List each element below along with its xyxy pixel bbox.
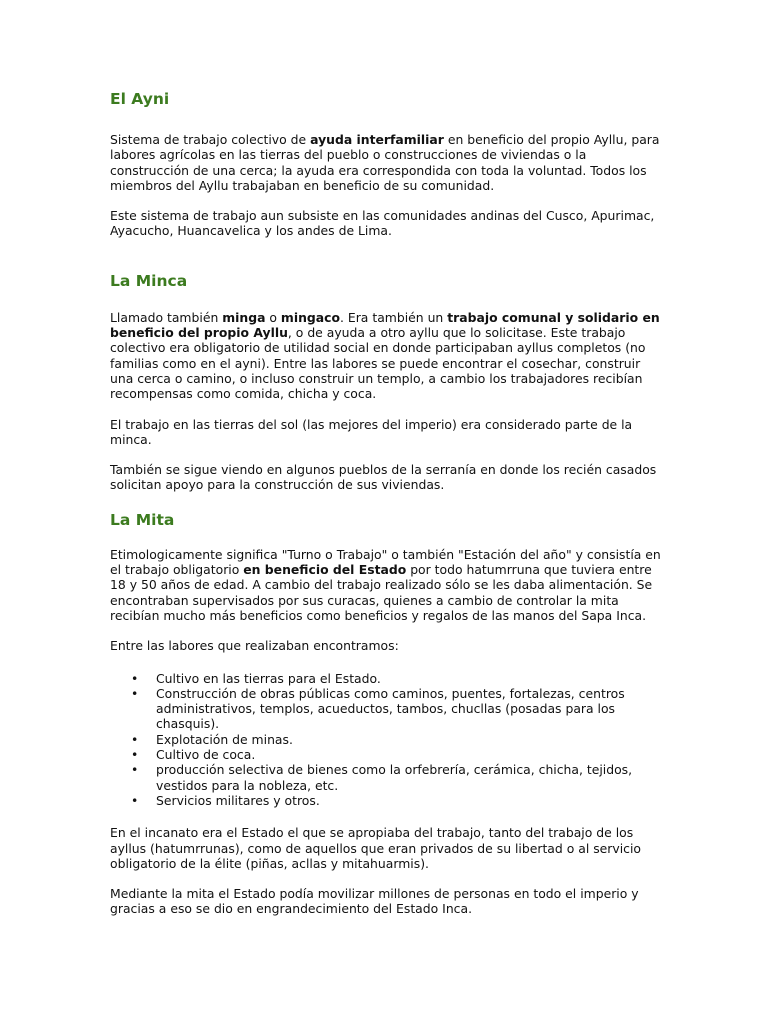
heading-el-ayni: El Ayni (110, 90, 170, 108)
heading-la-mita: La Mita (110, 510, 175, 529)
minca-paragraph-3: También se sigue viendo en algunos pueblos de la serranía en donde los recién casados solicitan apoyo para la construcción de sus viviendas. (110, 462, 657, 493)
text-span: Llamado también (110, 309, 223, 325)
text-span: o (265, 309, 281, 325)
bold-text: minga (222, 309, 266, 325)
list-item: • Cultivo en las tierras para el Estado. (156, 671, 662, 686)
text-span: Sistema de trabajo colectivo de (110, 132, 311, 147)
text-span: Etimologicamente significa "Turno o Trabajo" o también "Estación del año" y consistía en el trabajo obligatorio (110, 546, 661, 578)
text-span: en beneficio del propio Ayllu, para labores agrícolas en las tierras del pueblo o construcciones de viviendas o la construcción de una cerca; la ayuda era correspondida con toda la voluntad. Todos los miembros del Ayllu trabajaban en beneficio de su comunidad. (110, 132, 660, 193)
text-span: por todo hatumrruna que tuviera entre 18 y 50 años de edad. A cambio del trabajo realizado sólo se les daba alimentación. Se encontraban supervisados por sus curacas, quienes a cambio de controlar la mita recibían mucho más beneficios como beneficios y regalos de las manos del Sapa Inca. (110, 562, 653, 623)
bold-text: mingaco (280, 309, 340, 325)
document-content (110, 89, 662, 917)
list-item: • Cultivo de coca. (156, 747, 662, 762)
list-item: • producción selectiva de bienes como la orfebrería, cerámica, chicha, tejidos, vestidos para la nobleza, etc. (156, 762, 662, 793)
list-item: • Servicios militares y otros. (156, 793, 662, 808)
list-item: • Construcción de obras públicas como caminos, puentes, fortalezas, centros administrativos, templos, acueductos, tambos, chucllas (posadas para los chasquis). (156, 686, 662, 732)
ayni-paragraph-1 (110, 132, 662, 193)
heading-la-minca: La Minca (110, 271, 188, 290)
bold-text: en beneficio del Estado (243, 562, 407, 578)
text-span: , o de ayuda a otro ayllu que lo solicitase. Este trabajo colectivo era obligatorio de utilidad social en donde participaban ayllus completos (no familias como en el ayni). Entre las labores se puede encontrar el cosechar, construir una cerca o camino, o incluso construir un templo, a cambio los trabajadores recibían recompensas como comida, chicha y coca. (110, 325, 646, 402)
mita-paragraph-3: En el incanato era el Estado el que se apropiaba del trabajo, tanto del trabajo de los ayllus (hatumrrunas), como de aquellos que eran privados de su libertad o al servicio obligatorio de la élite (piñas, acllas y mitahuarmis). (110, 825, 641, 871)
minca-paragraph-1 (110, 310, 662, 402)
bold-text: ayuda interfamiliar (310, 132, 444, 147)
bold-text: trabajo comunal y solidario en beneficio del propio Ayllu (110, 309, 660, 341)
list-item: • Explotación de minas. (156, 732, 662, 747)
mita-paragraph-4: Mediante la mita el Estado podía movilizar millones de personas en todo el imperio y gracias a eso se dio en engrandecimiento del Estado Inca. (110, 886, 639, 917)
minca-paragraph-2: El trabajo en las tierras del sol (las mejores del imperio) era considerado parte de la minca. (110, 416, 633, 447)
mita-paragraph-1 (110, 547, 662, 623)
labores-list (110, 671, 662, 809)
ayni-paragraph-2: Este sistema de trabajo aun subsiste en las comunidades andinas del Cusco, Apurimac, Ayacucho, Huancavelica y los andes de Lima. (110, 208, 655, 239)
mita-paragraph-2: Entre las labores que realizaban encontramos: (110, 638, 399, 654)
text-span: . Era también un (340, 309, 448, 325)
